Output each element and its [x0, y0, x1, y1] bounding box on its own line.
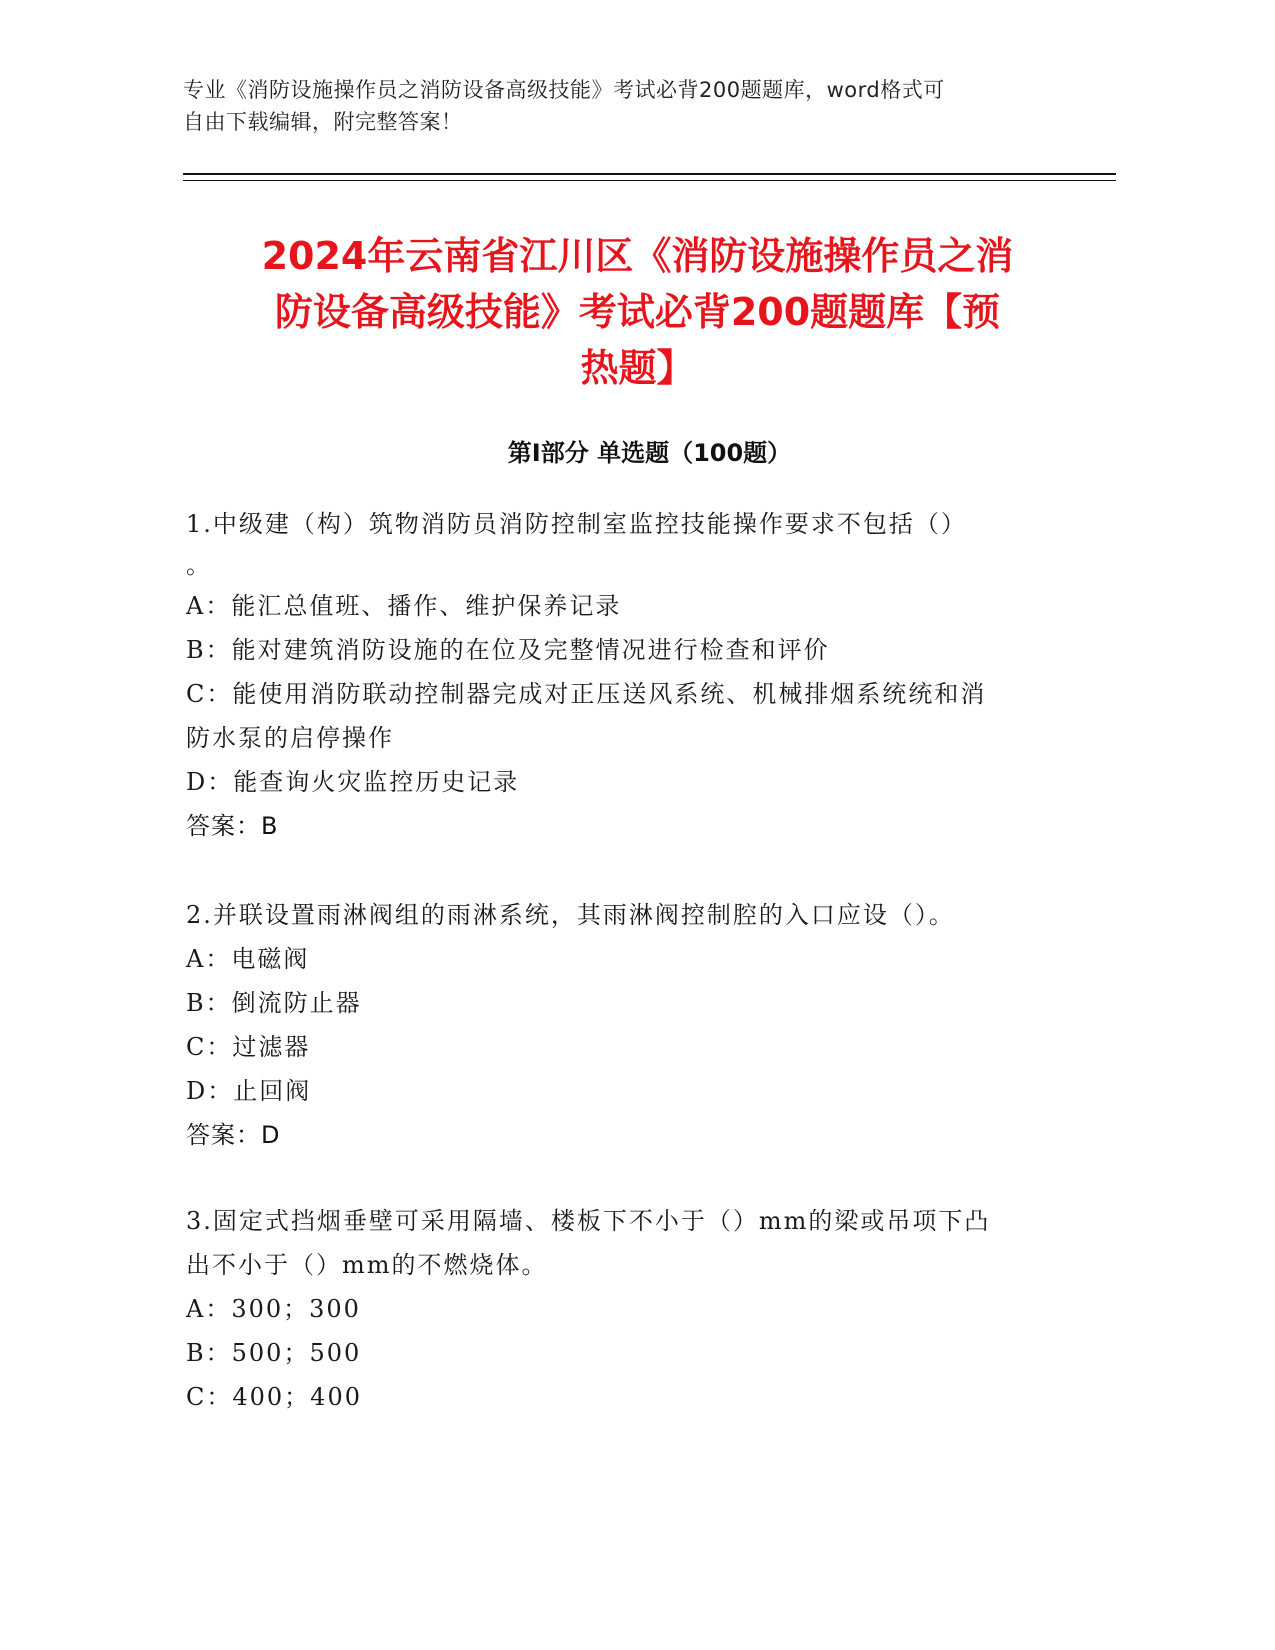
option-a: A：300；300 [186, 1295, 361, 1323]
option-a: A：电磁阀 [186, 945, 310, 973]
answer: 答案：B [186, 812, 279, 840]
document-title [170, 228, 1105, 396]
question-1 [186, 502, 1086, 848]
question-stem: 。 [186, 551, 212, 579]
option-b: B：500；500 [186, 1339, 362, 1367]
question-stem: 3.固定式挡烟垂壁可采用隔墙、楼板下不小于（）mm的梁或吊项下凸 [186, 1207, 991, 1235]
title-line: 热题】 [580, 346, 695, 390]
header-note-line: 自由下载编辑，附完整答案！ [183, 110, 463, 134]
option-b: B：倒流防止器 [186, 989, 362, 1017]
question-3 [186, 1199, 1086, 1419]
option-c: C：过滤器 [186, 1033, 311, 1061]
header-note-line: 专业《消防设施操作员之消防设备高级技能》考试必背200题题库，word格式可 [183, 78, 945, 102]
header-divider-thick [183, 173, 1116, 175]
option-c: C：400；400 [186, 1383, 362, 1411]
option-d: D：能查询火灾监控历史记录 [186, 768, 520, 796]
question-stem: 出不小于（）mm的不燃烧体。 [186, 1251, 548, 1279]
option-c-continued: 防水泵的启停操作 [186, 724, 394, 752]
title-line: 防设备高级技能》考试必背200题题库【预 [274, 290, 1001, 334]
question-stem: 1.中级建（构）筑物消防员消防控制室监控技能操作要求不包括（） [186, 510, 967, 538]
option-c: C：能使用消防联动控制器完成对正压送风系统、机械排烟系统统和消 [186, 680, 987, 708]
option-b: B：能对建筑消防设施的在位及完整情况进行检查和评价 [186, 636, 830, 664]
header-note [183, 74, 1063, 138]
option-a: A：能汇总值班、播作、维护保养记录 [186, 592, 622, 620]
header-divider-thin [183, 180, 1116, 181]
option-d: D：止回阀 [186, 1077, 312, 1105]
section-heading: 第I部分 单选题（100题） [507, 439, 792, 467]
answer: 答案：D [186, 1121, 281, 1149]
question-2 [186, 893, 1086, 1157]
question-stem: 2.并联设置雨淋阀组的雨淋系统，其雨淋阀控制腔的入口应设（）。 [186, 901, 955, 929]
title-line: 2024年云南省江川区《消防设施操作员之消 [261, 234, 1014, 278]
